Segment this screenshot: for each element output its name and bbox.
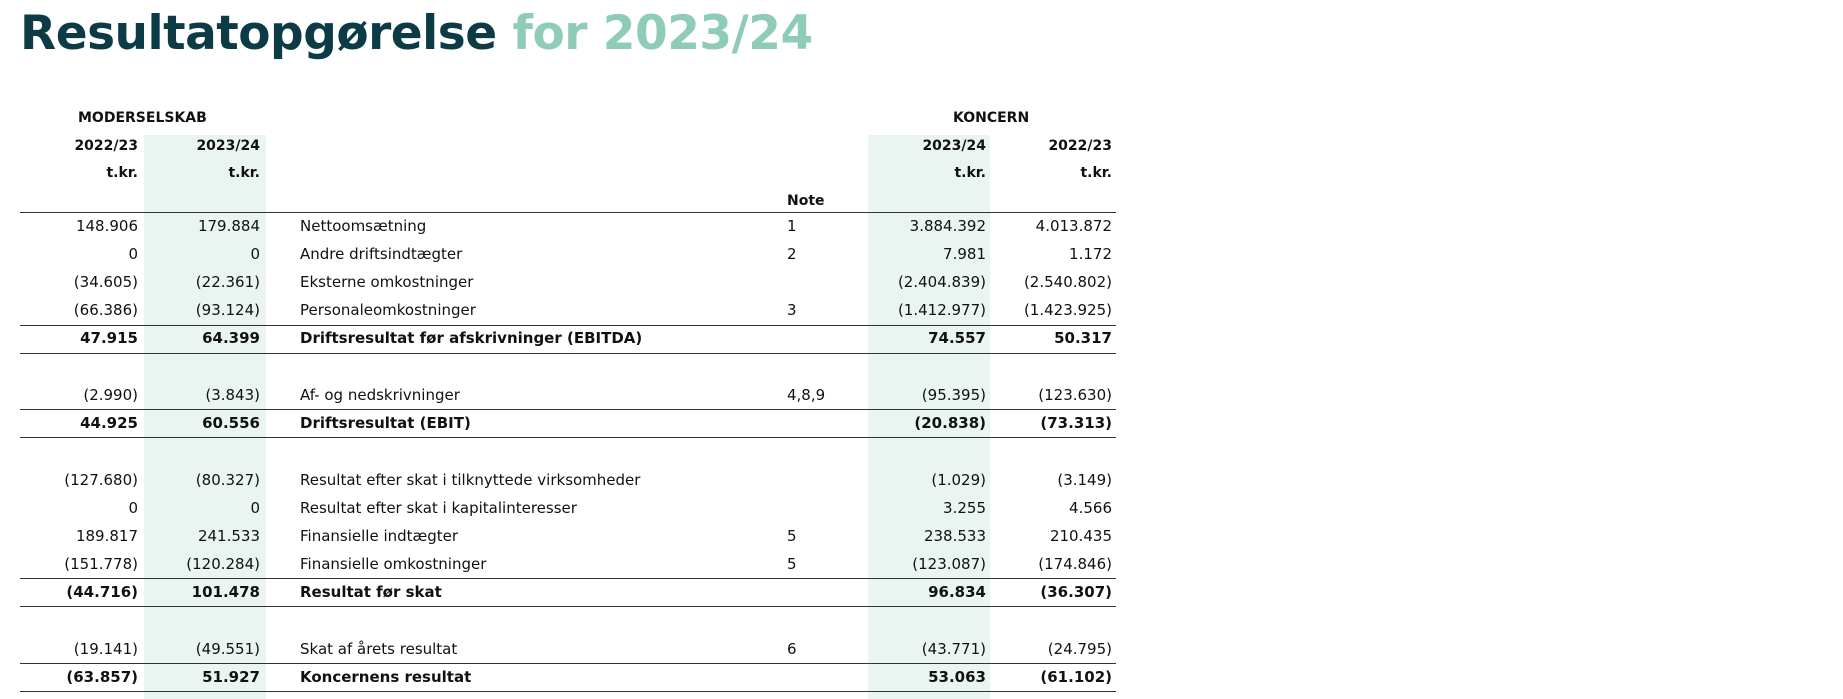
row-11-group-2022-23: (36.307) <box>1040 583 1112 601</box>
divider-result-top <box>20 663 1116 664</box>
row-0-note: 1 <box>787 217 797 235</box>
row-4-group-2023-24: 74.557 <box>928 329 986 347</box>
row-2-group-2023-24: (2.404.839) <box>897 273 986 291</box>
divider-ebitda-bottom <box>20 353 1116 354</box>
row-12-group-2022-23: (24.795) <box>1047 640 1112 658</box>
row-2-group-2022-23: (2.540.802) <box>1023 273 1112 291</box>
row-1-parent-2023-24: 0 <box>250 245 260 263</box>
row-0-label: Nettoomsætning <box>300 217 427 235</box>
row-9-group-2022-23: 210.435 <box>1049 527 1112 545</box>
row-0-parent-2023-24: 179.884 <box>197 217 260 235</box>
row-11-group-2023-24: 96.834 <box>928 583 986 601</box>
divider-ebitda-top <box>20 325 1116 326</box>
row-10-note: 5 <box>787 555 797 573</box>
title-accent: for 2023/24 <box>512 6 813 61</box>
row-3-parent-2022-23: (66.386) <box>73 301 138 319</box>
row-9-group-2023-24: 238.533 <box>923 527 986 545</box>
row-8-label: Resultat efter skat i kapitalinteresser <box>300 499 577 517</box>
row-3-label: Personaleomkostninger <box>300 301 476 319</box>
row-9-note: 5 <box>787 527 797 545</box>
row-12-note: 6 <box>787 640 797 658</box>
row-9-label: Finansielle indtægter <box>300 527 459 545</box>
row-6-group-2022-23: (73.313) <box>1040 414 1112 432</box>
row-10-group-2022-23: (174.846) <box>1038 555 1112 573</box>
row-5-parent-2023-24: (3.843) <box>205 386 260 404</box>
row-2-label: Eksterne omkostninger <box>300 273 474 291</box>
row-0-group-2022-23: 4.013.872 <box>1035 217 1112 235</box>
row-8-parent-2022-23: 0 <box>128 499 138 517</box>
row-11-parent-2022-23: (44.716) <box>66 583 138 601</box>
row-12-label: Skat af årets resultat <box>300 640 458 658</box>
row-5-note: 4,8,9 <box>787 386 826 404</box>
row-6-group-2023-24: (20.838) <box>914 414 986 432</box>
row-12-group-2023-24: (43.771) <box>921 640 986 658</box>
row-1-parent-2022-23: 0 <box>128 245 138 263</box>
row-8-parent-2023-24: 0 <box>250 499 260 517</box>
row-4-parent-2022-23: 47.915 <box>80 329 138 347</box>
row-10-parent-2022-23: (151.778) <box>64 555 138 573</box>
row-5-group-2023-24: (95.395) <box>921 386 986 404</box>
col-header-parent-2022-23: 2022/23 <box>74 138 138 154</box>
row-13-parent-2023-24: 51.927 <box>202 668 260 686</box>
row-1-group-2023-24: 7.981 <box>943 245 986 263</box>
row-10-group-2023-24: (123.087) <box>912 555 986 573</box>
row-4-label: Driftsresultat før afskrivninger (EBITDA) <box>300 329 643 347</box>
row-9-parent-2022-23: 189.817 <box>75 527 138 545</box>
row-7-group-2023-24: (1.029) <box>931 471 986 489</box>
row-8-group-2022-23: 4.566 <box>1069 499 1112 517</box>
row-10-label: Finansielle omkostninger <box>300 555 487 573</box>
row-12-parent-2022-23: (19.141) <box>73 640 138 658</box>
header-koncern: KONCERN <box>953 110 1030 126</box>
page-title <box>20 6 813 62</box>
row-4-parent-2023-24: 64.399 <box>202 329 260 347</box>
row-11-label: Resultat før skat <box>300 583 442 601</box>
row-1-group-2022-23: 1.172 <box>1069 245 1112 263</box>
col-header-group-2023-24: 2023/24 <box>922 138 986 154</box>
divider-pretax-top <box>20 578 1116 579</box>
row-5-label: Af- og nedskrivninger <box>300 386 460 404</box>
row-0-parent-2022-23: 148.906 <box>75 217 138 235</box>
row-13-label: Koncernens resultat <box>300 668 472 686</box>
row-7-label: Resultat efter skat i tilknyttede virksomheder <box>300 471 641 489</box>
row-12-parent-2023-24: (49.551) <box>195 640 260 658</box>
row-3-group-2023-24: (1.412.977) <box>897 301 986 319</box>
col-header-parent-2023-24: 2023/24 <box>196 138 260 154</box>
row-5-parent-2022-23: (2.990) <box>83 386 138 404</box>
divider-ebit-top <box>20 409 1116 410</box>
header-moderselskab: MODERSELSKAB <box>78 110 207 126</box>
divider-ebit-bottom <box>20 437 1116 438</box>
row-0-group-2023-24: 3.884.392 <box>909 217 986 235</box>
row-11-parent-2023-24: 101.478 <box>191 583 260 601</box>
row-6-label: Driftsresultat (EBIT) <box>300 414 471 432</box>
col-header-group-2022-23: 2022/23 <box>1048 138 1112 154</box>
row-9-parent-2023-24: 241.533 <box>197 527 260 545</box>
row-2-parent-2023-24: (22.361) <box>195 273 260 291</box>
row-3-parent-2023-24: (93.124) <box>195 301 260 319</box>
row-13-parent-2022-23: (63.857) <box>66 668 138 686</box>
row-6-parent-2023-24: 60.556 <box>202 414 260 432</box>
row-4-group-2022-23: 50.317 <box>1054 329 1112 347</box>
unit-parent-2023-24: t.kr. <box>228 165 260 181</box>
divider-pretax-bottom <box>20 606 1116 607</box>
row-13-group-2022-23: (61.102) <box>1040 668 1112 686</box>
row-5-group-2022-23: (123.630) <box>1038 386 1112 404</box>
row-1-label: Andre driftsindtægter <box>300 245 463 263</box>
unit-parent-2022-23: t.kr. <box>106 165 138 181</box>
divider-top <box>20 212 1116 213</box>
row-2-parent-2022-23: (34.605) <box>73 273 138 291</box>
divider-result-bottom <box>20 691 1116 692</box>
row-3-group-2022-23: (1.423.925) <box>1023 301 1112 319</box>
row-8-group-2023-24: 3.255 <box>943 499 986 517</box>
header-note: Note <box>787 193 825 209</box>
row-7-group-2022-23: (3.149) <box>1057 471 1112 489</box>
row-1-note: 2 <box>787 245 797 263</box>
row-10-parent-2023-24: (120.284) <box>186 555 260 573</box>
row-7-parent-2022-23: (127.680) <box>64 471 138 489</box>
unit-group-2023-24: t.kr. <box>954 165 986 181</box>
row-7-parent-2023-24: (80.327) <box>195 471 260 489</box>
row-3-note: 3 <box>787 301 797 319</box>
row-13-group-2023-24: 53.063 <box>928 668 986 686</box>
row-6-parent-2022-23: 44.925 <box>80 414 138 432</box>
unit-group-2022-23: t.kr. <box>1080 165 1112 181</box>
title-main: Resultatopgørelse <box>20 6 497 61</box>
